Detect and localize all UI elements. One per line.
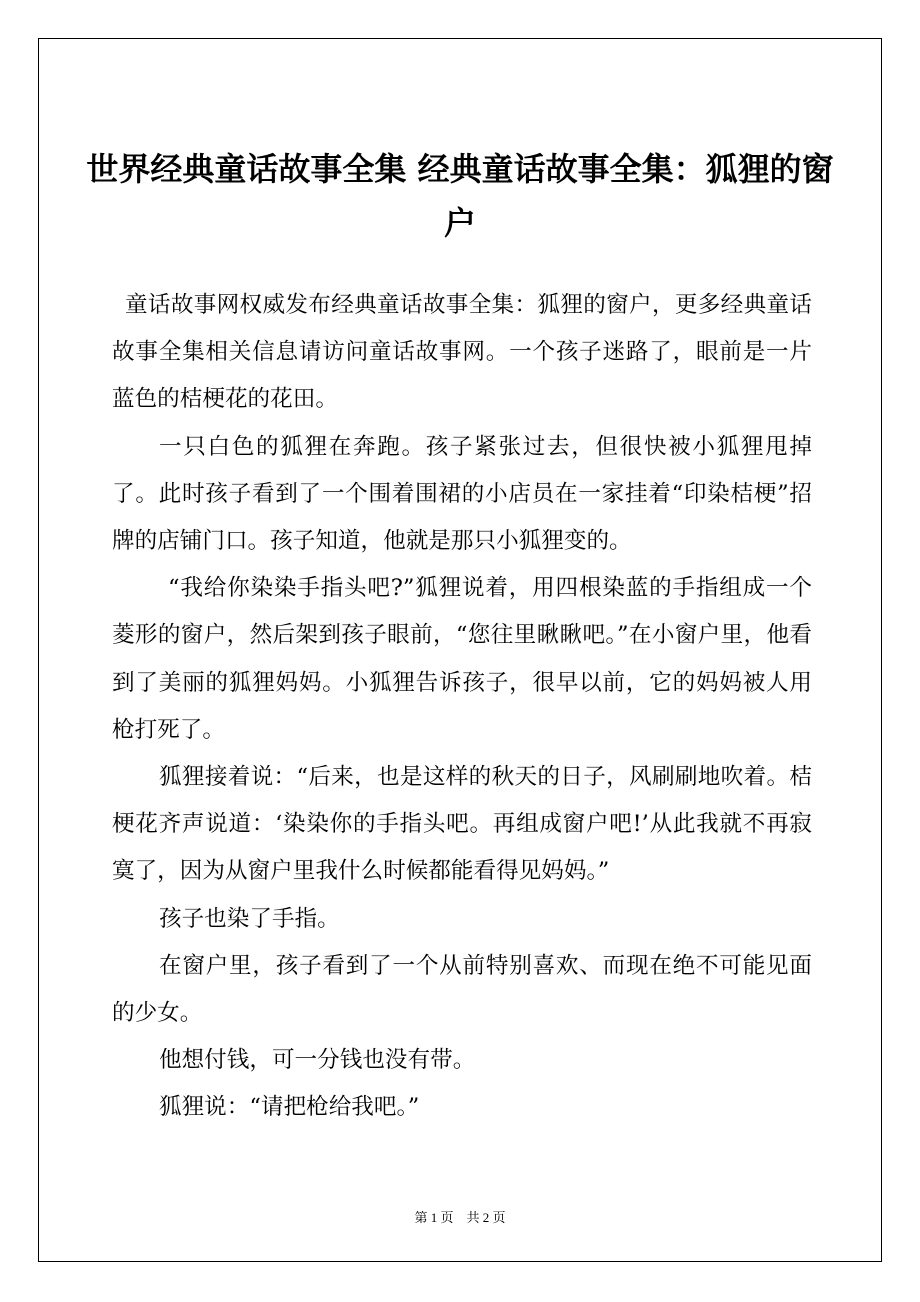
paragraph: “我给你染染手指头吧?”狐狸说着，用四根染蓝的手指组成一个菱形的窗户，然后架到孩子眼前，“您往里瞅瞅吧。”在小窗户里，他看到了美丽的狐狸妈妈。小狐狸告诉孩子，很早以前，它的妈妈被人用枪打死了。 <box>112 575 812 743</box>
document-body <box>112 282 812 1132</box>
page-number: 第 1 页 共 2 页 <box>414 1210 506 1225</box>
paragraph: 童话故事网权威发布经典童话故事全集：狐狸的窗户，更多经典童话故事全集相关信息请访问童话故事网。一个孩子迷路了，眼前是一片蓝色的桔梗花的花田。 <box>112 292 812 413</box>
paragraph: 狐狸说：“请把枪给我吧。” <box>159 1094 420 1121</box>
document-title: 世界经典童话故事全集 经典童话故事全集：狐狸的窗户 <box>86 150 834 242</box>
paragraph: 在窗户里，孩子看到了一个从前特别喜欢、而现在绝不可能见面的少女。 <box>112 952 812 1027</box>
paragraph: 孩子也染了手指。 <box>159 905 340 932</box>
paragraph: 狐狸接着说：“后来，也是这样的秋天的日子，风刷刷地吹着。桔梗花齐声说道：‘染染你的手指头吧。再组成窗户吧!’从此我就不再寂寞了，因为从窗户里我什么时候都能看得见妈妈。” <box>112 764 812 885</box>
paragraph: 他想付钱，可一分钱也没有带。 <box>159 1047 476 1074</box>
paragraph: 一只白色的狐狸在奔跑。孩子紧张过去，但很快被小狐狸甩掉了。此时孩子看到了一个围着围裙的小店员在一家挂着“印染桔梗”招牌的店铺门口。孩子知道，他就是那只小狐狸变的。 <box>112 433 812 555</box>
